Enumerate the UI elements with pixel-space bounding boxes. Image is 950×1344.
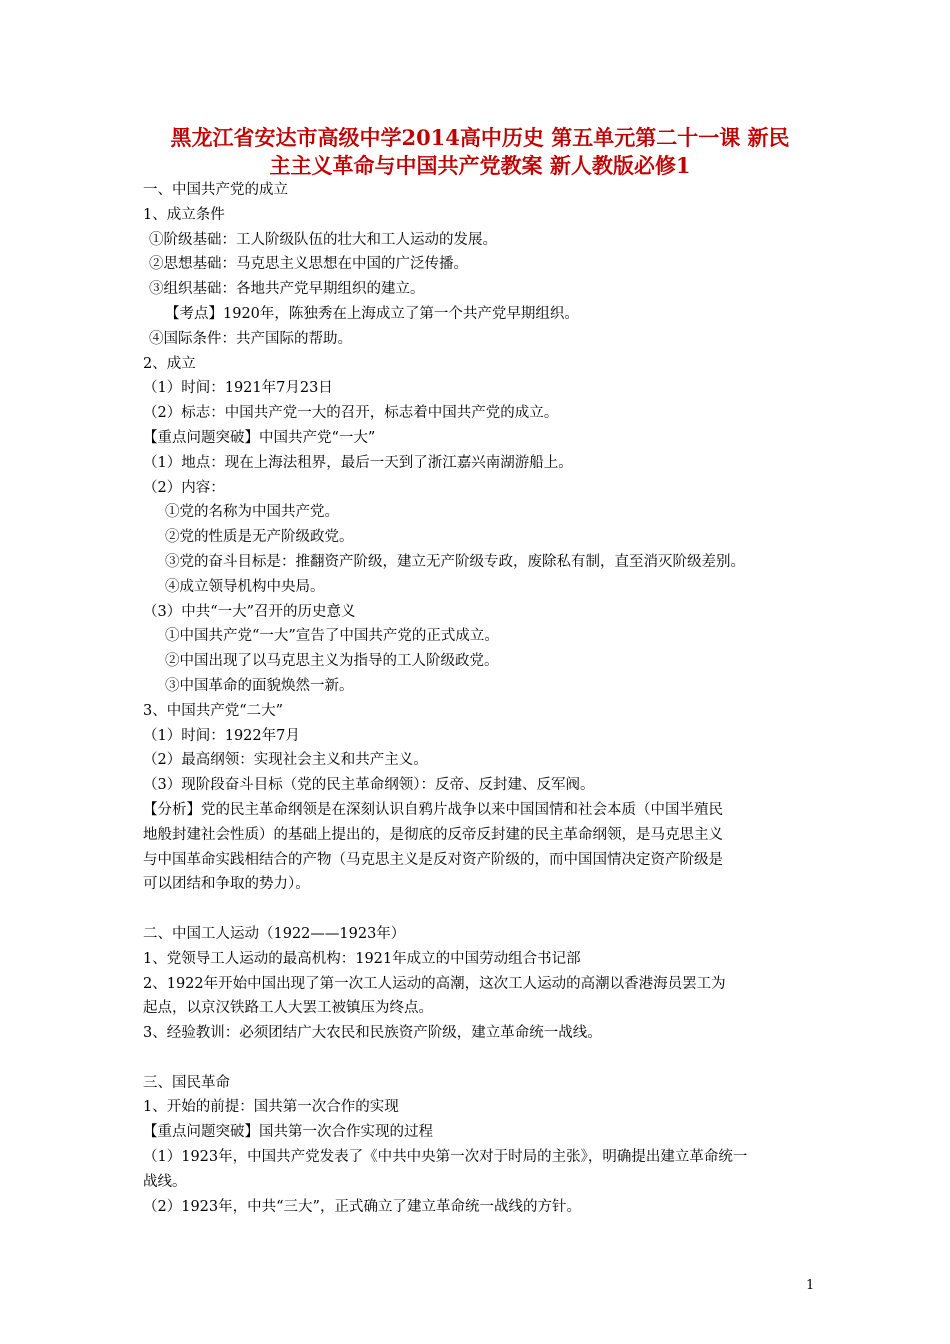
list-item: ①阶级基础：工人阶级队伍的壮大和工人运动的发展。 <box>149 231 497 248</box>
list-item: （2）最高纲领：实现社会主义和共产主义。 <box>143 752 428 769</box>
list-item: （3）现阶段奋斗目标（党的民主革命纲领）：反帝、反封建、反军阀。 <box>143 777 595 794</box>
subsection-heading: 1、开始的前提：国共第一次合作的实现 <box>143 1099 399 1116</box>
analysis-line: 地般封建社会性质）的基础上提出的，是彻底的反帝反封建的民主革命纲领，是马克思主义 <box>143 826 723 843</box>
list-item: ②思想基础：马克思主义思想在中国的广泛传播。 <box>149 256 468 273</box>
subsection-heading: 2、成立 <box>143 355 196 372</box>
section-heading: 一、中国共产党的成立 <box>143 182 288 198</box>
subsection-heading: 1、成立条件 <box>143 206 225 223</box>
title-line-1: 黑龙江省安达市高级中学2014高中历史 第五单元第二十一课 新民 <box>170 125 790 150</box>
document-body <box>143 178 833 1219</box>
note-line: 【考点】1920年，陈独秀在上海成立了第一个共产党早期组织。 <box>165 305 579 322</box>
document-title <box>140 124 820 180</box>
list-item: ③党的奋斗目标是：推翻资产阶级，建立无产阶级专政，废除私有制，直至消灭阶级差别。 <box>165 553 745 570</box>
list-item: ③中国革命的面貌焕然一新。 <box>165 677 354 694</box>
list-item: （2）标志：中国共产党一大的召开，标志着中国共产党的成立。 <box>143 405 559 422</box>
list-item: （1）时间：1922年7月 <box>143 727 300 744</box>
analysis-line: 【分析】党的民主革命纲领是在深刻认识自鸦片战争以来中国国情和社会本质（中国半殖民 <box>143 801 723 818</box>
subsection-heading: 3、中国共产党“二大” <box>143 702 284 719</box>
note-line: 【重点问题突破】国共第一次合作实现的过程 <box>143 1124 433 1141</box>
note-line: 【重点问题突破】中国共产党“一大” <box>143 429 376 446</box>
blank-line <box>143 897 833 922</box>
list-item: （2）内容： <box>143 479 225 496</box>
list-item: 3、经验教训：必须团结广大农民和民族资产阶级，建立革命统一战线。 <box>143 1025 602 1042</box>
list-item: 起点，以京汉铁路工人大罢工被镇压为终点。 <box>143 1000 433 1017</box>
section-heading: 二、中国工人运动（1922——1923年） <box>143 925 406 942</box>
list-item: ③组织基础：各地共产党早期组织的建立。 <box>149 281 425 298</box>
list-item: （2）1923年，中共“三大”，正式确立了建立革命统一战线的方针。 <box>143 1198 581 1215</box>
analysis-line: 与中国革命实践相结合的产物（马克思主义是反对资产阶级的，而中国国情决定资产阶级是 <box>143 851 723 868</box>
page-number: 1 <box>806 1278 815 1293</box>
list-item: （3）中共“一大”召开的历史意义 <box>143 603 356 620</box>
list-item: 战线。 <box>143 1173 187 1190</box>
list-item: ②党的性质是无产阶级政党。 <box>165 529 354 546</box>
list-item: ②中国出现了以马克思主义为指导的工人阶级政党。 <box>165 653 499 670</box>
list-item: ④国际条件：共产国际的帮助。 <box>149 330 352 347</box>
section-heading: 三、国民革命 <box>143 1074 230 1091</box>
list-item: ④成立领导机构中央局。 <box>165 578 325 595</box>
list-item: ①中国共产党“一大”宣告了中国共产党的正式成立。 <box>165 628 499 645</box>
blank-line <box>143 1046 833 1071</box>
list-item: （1）时间：1921年7月23日 <box>143 380 333 397</box>
list-item: （1）地点：现在上海法租界，最后一天到了浙江嘉兴南湖游船上。 <box>143 454 573 471</box>
list-item: 1、党领导工人运动的最高机构：1921年成立的中国劳动组合书记部 <box>143 950 581 967</box>
title-line-2: 主主义革命与中国共产党教案 新人教版必修1 <box>269 153 691 178</box>
list-item: ①党的名称为中国共产党。 <box>165 504 339 521</box>
analysis-line: 可以团结和争取的势力）。 <box>143 876 310 893</box>
list-item: （1）1923年，中国共产党发表了《中共中央第一次对于时局的主张》，明确提出建立革命统一 <box>143 1149 748 1166</box>
list-item: 2、1922年开始中国出现了第一次工人运动的高潮，这次工人运动的高潮以香港海员罢工为 <box>143 975 726 992</box>
